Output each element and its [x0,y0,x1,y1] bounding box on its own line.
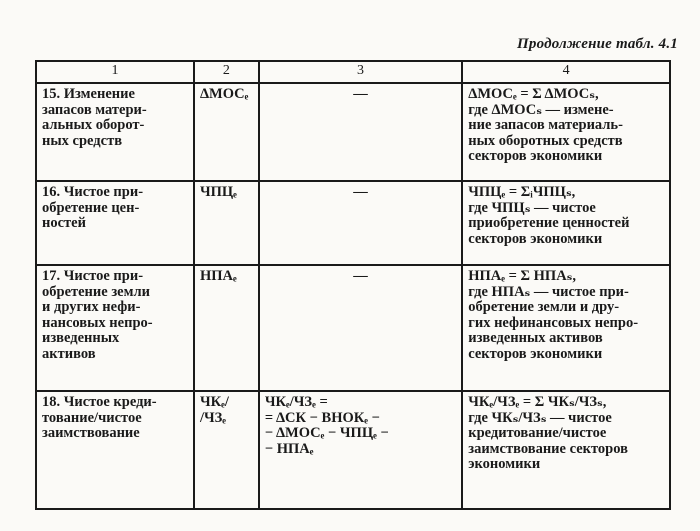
cell-text-line: где ΔМОСₛ — измене- [468,101,614,118]
table-cell-col-1 [36,391,194,509]
cell-text-line: ΔМОСₑ [199,86,249,102]
cell-text-line: изведенных [42,330,120,346]
cell-text-line: ностей [42,215,86,231]
table-cell-col-3 [259,265,462,391]
cell-text-line: тование/чистое [42,409,142,426]
table-cell-col-1 [36,181,194,265]
cell-text-line: − НПАₑ [264,440,314,457]
table-cell-col-3 [259,83,462,181]
cell-text-line: экономики [468,456,541,472]
cell-text-line: альных оборот- [42,117,145,133]
table-row [36,265,670,391]
cell-text-line: секторов экономики [468,345,603,362]
cell-text-line: активов [42,345,96,362]
table-cell-col-4 [462,83,670,181]
cell-text-line: секторов экономики [468,148,603,164]
table-cell-col-2 [194,391,259,509]
cell-text-line: 16. Чистое при- [42,184,144,200]
cell-text-line: 15. Изменение [42,86,135,102]
cell-text-line: ных средств [42,132,123,149]
column-header-1: 1 [36,61,194,83]
table-cell-col-4 [462,181,670,265]
cell-text-line: гих нефинансовых непро- [468,314,639,331]
data-table [35,60,671,510]
table-cell-col-1 [36,83,194,181]
table-cell-col-4 [462,391,670,509]
table-cell-col-3 [259,391,462,509]
table-row [36,83,670,181]
table-cell-col-1 [36,265,194,391]
cell-text-line: — [353,86,368,102]
cell-text-line: кредитование/чистое [468,425,607,441]
cell-text-line: — [353,268,368,284]
cell-text-line: — [353,184,368,200]
cell-text-line: ЧПЦₑ [199,184,237,200]
cell-text-line: ЧКₑ/ [199,394,229,410]
cell-text-line: обретение цен- [42,199,140,216]
cell-text-line: 18. Чистое креди- [42,394,157,410]
cell-text-line: ЧПЦₑ = ΣᵢЧПЦₛ, [468,184,576,200]
cell-text-line: /ЧЗₑ [199,409,227,426]
column-header-4: 4 [462,61,670,83]
cell-text-line: секторов экономики [468,230,603,247]
table-cell-col-2 [194,83,259,181]
cell-text-line: = ΔСК − ВНОКₑ − [264,409,380,426]
cell-text-line: ных оборотных средств [468,132,623,149]
cell-text-line: изведенных активов [468,330,603,346]
table-cell-col-3 [259,181,462,265]
table-header-row [36,61,670,83]
table-continuation-caption: Продолжение табл. 4.1 [517,36,678,52]
table-row [36,391,670,509]
cell-text-line: ние запасов материаль- [468,117,623,133]
cell-text-line: где ЧКₛ/ЧЗₛ — чистое [468,409,612,426]
cell-text-line: где НПАₛ — чистое при- [468,283,629,300]
cell-text-line: обретение земли [42,283,150,300]
cell-text-line: ЧКₑ/ЧЗₑ = [264,394,328,410]
cell-text-line: обретение земли и дру- [468,299,620,315]
cell-text-line: нансовых непро- [42,314,153,331]
table-cell-col-2 [194,181,259,265]
cell-text-line: ЧКₑ/ЧЗₑ = Σ ЧКₛ/ЧЗₛ, [468,394,607,410]
cell-text-line: 17. Чистое при- [42,268,144,284]
cell-text-line: где ЧПЦₛ — чистое [468,199,596,216]
cell-text-line: − ΔМОСₑ − ЧПЦₑ − [264,425,389,441]
table-row [36,181,670,265]
cell-text-line: ΔМОСₑ = Σ ΔМОСₛ, [468,86,599,102]
cell-text-line: заимствование секторов [468,440,628,457]
cell-text-line: приобретение ценностей [468,215,630,231]
column-header-2: 2 [194,61,259,83]
cell-text-line: и других нефи- [42,299,141,315]
table-cell-col-4 [462,265,670,391]
cell-text-line: НПАₑ [199,268,237,284]
cell-text-line: запасов матери- [42,101,147,118]
cell-text-line: заимствование [42,425,140,441]
table-cell-col-2 [194,265,259,391]
column-header-3: 3 [259,61,462,83]
cell-text-line: НПАₑ = Σ НПАₛ, [468,268,577,284]
